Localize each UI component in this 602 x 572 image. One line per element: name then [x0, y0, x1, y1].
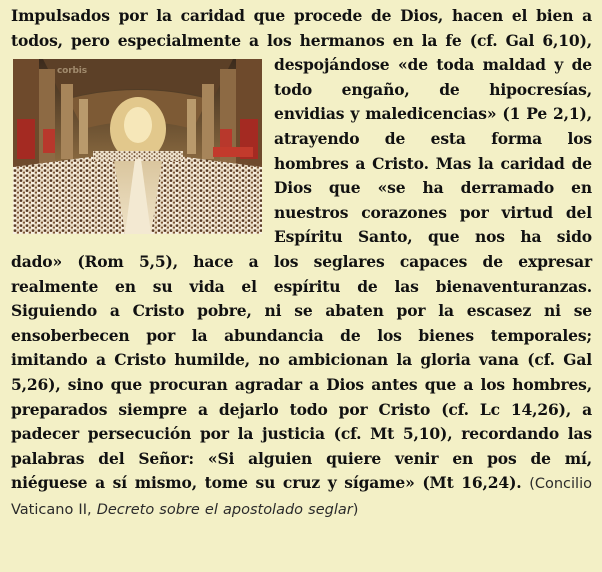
body-text: (cf. Gal 6,10), despojándose «de toda maldad y de todo engaño, de hipocresías, envidias y maledicencias» (1 Pe 2,1), atrayendo de esta forma los hombres a Cristo. Mas la caridad de Dios que «se ha derramado en nuestros corazones por virtud del Espíritu Santo, que nos ha sido dado» (Rom 5,5), hace a los seglares capaces de expresar realmente en su vida el espíritu de las bienaventuranzas. Siguiendo a Cristo pobre, ni se abaten por la escasez ni se ensoberbecen por la abundancia de los bienes temporales; imitando a Cristo humilde, no ambicionan la gloria vana (cf. Gal 5,26), sino que procuran agradar a Dios antes que a los hombres, preparados siempre a dejarlo todo por Cristo (cf. Lc 14,26), a padecer persecución por la justicia (cf. Mt 5,10), recordando las palabras del Señor: «Si alguien quiere venir en pos de mí, niéguese a sí mismo, tome su cruz y sígame» (Mt 16,24).	[11, 30, 592, 493]
document-text	[11, 4, 592, 522]
council-photo	[13, 59, 262, 234]
citation-title: Decreto sobre el apostolado seglar	[96, 501, 353, 518]
photo-watermark: corbis	[57, 66, 87, 77]
citation-close: )	[352, 501, 359, 518]
lead-text: Impulsados por la caridad que procede de Dios, hacen el bien a todos, pero especialmente a los hermanos en la fe	[11, 6, 592, 50]
citation-open: (Concilio Vaticano II,	[11, 476, 592, 518]
